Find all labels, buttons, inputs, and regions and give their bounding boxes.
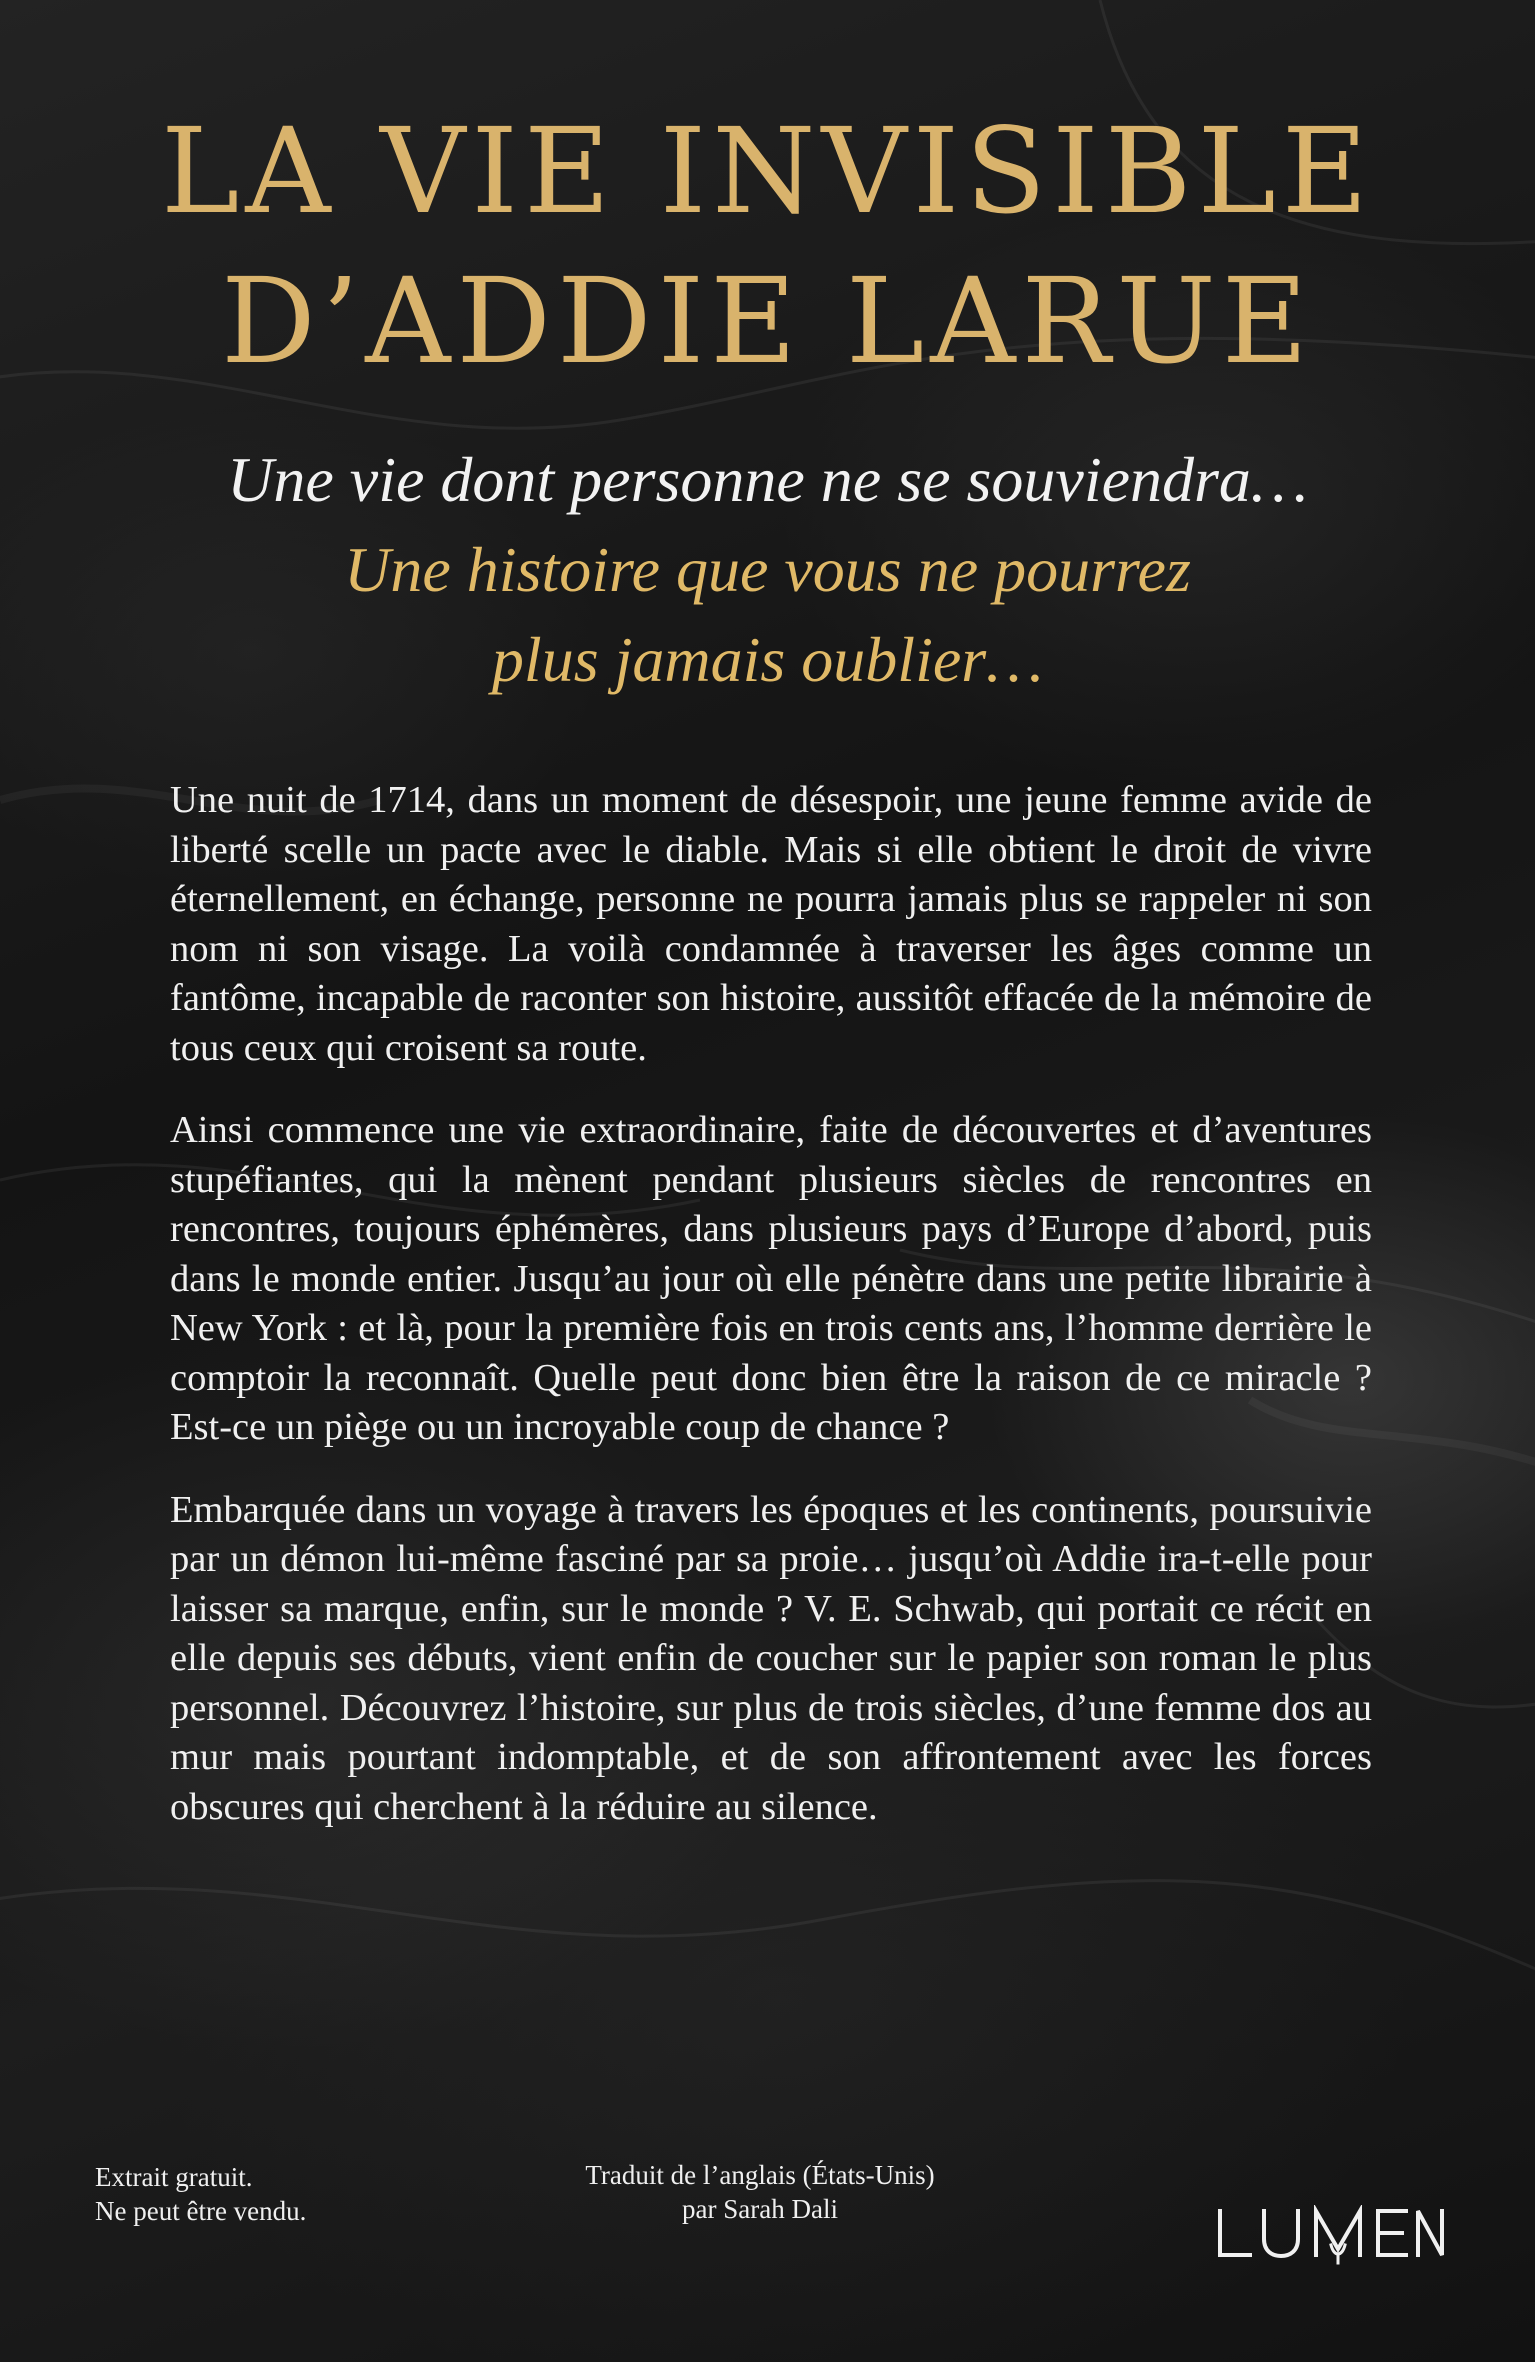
free-excerpt-line-2: Ne peut être vendu. (95, 2196, 307, 2226)
free-excerpt-line-1: Extrait gratuit. (95, 2162, 253, 2192)
translation-credit-line-1: Traduit de l’anglais (États-Unis) (585, 2160, 935, 2190)
tagline-line-1: Une vie dont personne ne se souviendra… (227, 444, 1308, 515)
book-title-line-1: LA VIE INVISIBLE (161, 102, 1374, 240)
synopsis-paragraph-1: Une nuit de 1714, dans un moment de désespoir, une jeune femme avide de liberté scelle un pacte avec le diable. Mais si elle obtient le droit de vivre éternellement, en échange, personne ne pourra jamais plus se rappeler ni son nom ni son visage. La voilà condamnée à traverser les âges comme un fantôme, incapable de raconter son histoire, aussitôt effacée de la mémoire de tous ceux qui croisent sa route. (170, 779, 1372, 1069)
tagline-line-2: Une histoire que vous ne pourrez (344, 534, 1191, 605)
synopsis-paragraph-3: Embarquée dans un voyage à travers les époques et les continents, poursuivie par un démon lui-même fasciné par sa proie… jusqu’où Addie ira-t-elle pour laisser sa marque, enfin, sur le monde ? V. E. Schwab, qui portait ce récit en elle depuis ses débuts, vient enfin de coucher sur le papier son roman le plus personnel. Découvrez l’histoire, sur plus de trois siècles, d’une femme dos au mur mais pourtant indomptable, et de son affrontement avec les forces obscures qui cherchent à la réduire au silence. (170, 1488, 1372, 1828)
free-excerpt-notice (95, 2160, 306, 2228)
synopsis-paragraph-2: Ainsi commence une vie extraordinaire, faite de découvertes et d’aventures stupéfiantes, qui la mènent pendant plusieurs siècles de rencontres en rencontres, toujours éphémères, dans plusieurs pays d’Europe d’abord, puis dans le monde entier. Jusqu’au jour où elle pénètre dans une petite librairie à New York : et là, pour la première fois en trois cents ans, l’homme derrière le comptoir la reconnaît. Quelle peut donc bien être la raison de ce miracle ? Est-ce un piège ou un incroyable coup de chance ? (170, 1109, 1372, 1448)
tagline-line-3: plus jamais oublier… (491, 624, 1044, 695)
translation-credit-line-2: par Sarah Dali (682, 2194, 838, 2224)
lumen-publisher-logo (1216, 2205, 1446, 2265)
synopsis (170, 776, 1372, 1865)
book-title-line-2: D’ADDIE LARUE (221, 252, 1314, 390)
translation-credit (560, 2158, 960, 2226)
